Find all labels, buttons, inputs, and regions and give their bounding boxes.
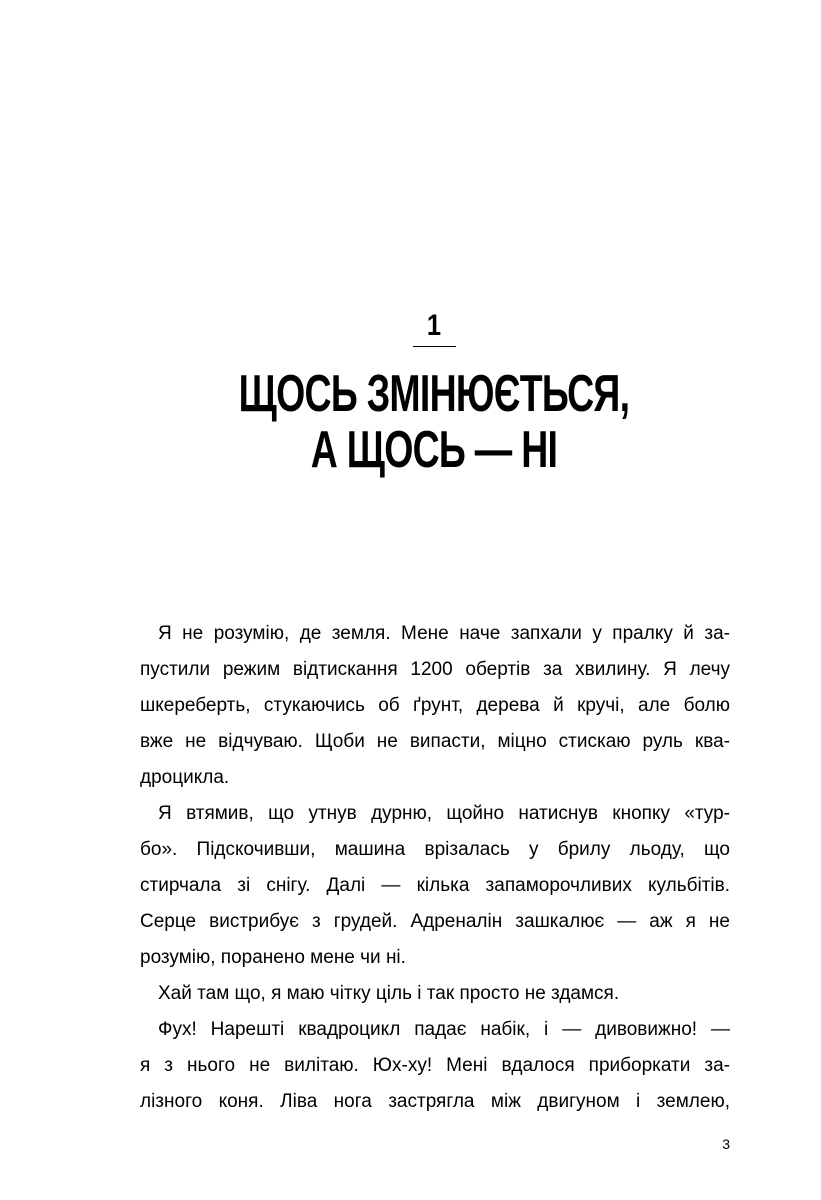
- text-line: я з нього не вилітаю. Юх-ху! Мені вдалося приборкати за-: [140, 1055, 730, 1076]
- text-line: дроцикла.: [140, 767, 230, 788]
- text-line: пустили режим відтискання 1200 обертів за хвилину. Я лечу: [140, 659, 730, 680]
- text-line: шкереберть, стукаючись об ґрунт, дерева й кручі, але болю: [140, 695, 730, 716]
- page-number: 3: [722, 1136, 730, 1152]
- text-line: Фух! Нарешті квадроцикл падає набік, і — дивовижно! —: [158, 1019, 730, 1040]
- text-line: стирчала зі снігу. Далі — кілька запаморочливих кульбітів.: [140, 875, 730, 896]
- text-line: Серце вистрибує з грудей. Адреналін зашкалює — аж я не: [140, 911, 730, 932]
- text-line: бо». Підскочивши, машина врізалась у брилу льоду, що: [140, 839, 730, 860]
- body-text: [140, 616, 730, 1120]
- text-line: лізного коня. Ліва нога застрягла між двигуном і землею,: [140, 1091, 730, 1112]
- chapter-title-line-2: А ЩОСЬ — НІ: [310, 421, 558, 479]
- text-line: Я не розумію, де земля. Мене наче запхали у пралку й за-: [158, 623, 730, 644]
- text-line: Я втямив, що утнув дурню, щойно натиснув кнопку «тур-: [158, 803, 730, 824]
- chapter-title-line-1: ЩОСЬ ЗМІНЮЄТЬСЯ,: [238, 365, 630, 423]
- text-line: Хай там що, я маю чітку ціль і так просто не здамся.: [158, 983, 620, 1004]
- text-line: розумію, поранено мене чи ні.: [140, 947, 406, 968]
- chapter-number: 1: [426, 309, 442, 342]
- text-line: вже не відчуваю. Щоби не випасти, міцно стискаю руль ква-: [140, 731, 730, 752]
- chapter-title: [0, 366, 821, 478]
- chapter-divider: [413, 346, 456, 347]
